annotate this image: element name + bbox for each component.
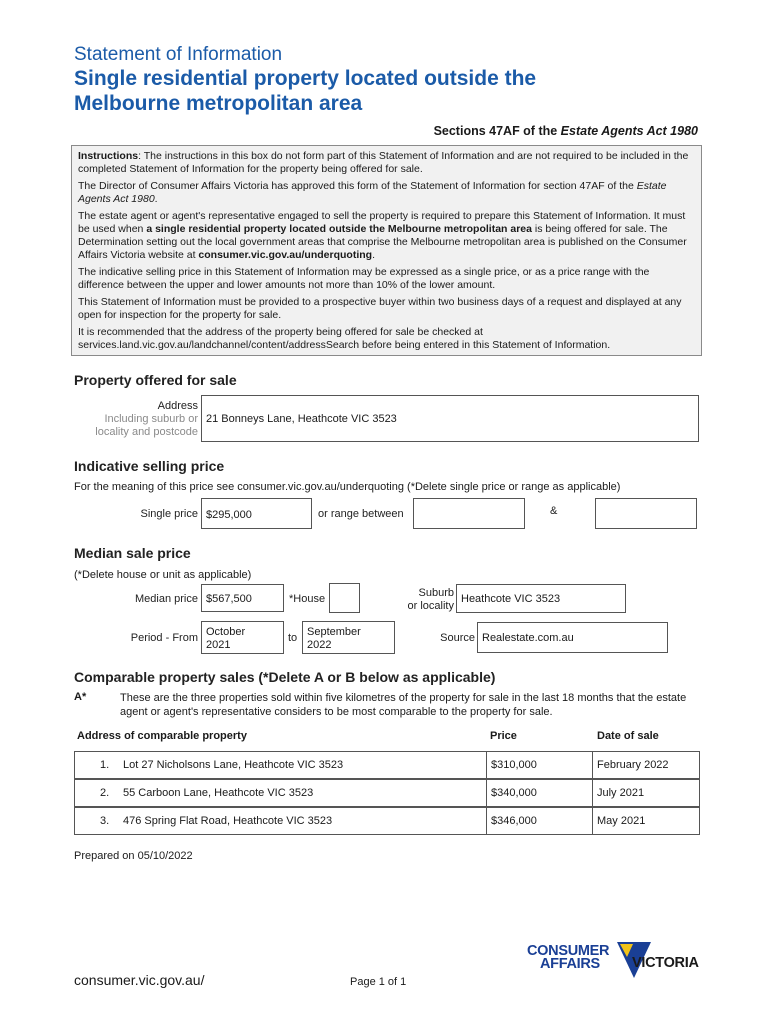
row-address[interactable]: Lot 27 Nicholsons Lane, Heathcote VIC 3523: [123, 759, 344, 771]
row-divider: [592, 752, 593, 778]
sections-prefix: Sections 47AF of the: [433, 124, 561, 138]
address-value: 21 Bonneys Lane, Heathcote VIC 3523: [206, 413, 397, 425]
title-line-2: Melbourne metropolitan area: [74, 92, 363, 115]
range-high-field[interactable]: [595, 498, 697, 529]
instructions-p3-a: The estate agent or agent's representative engaged to sell the property is required to prepare this Statement of Information. It must be used when: [78, 210, 686, 235]
comparable-marker: A*: [74, 691, 87, 703]
single-price-label: Single price: [140, 508, 198, 520]
instructions-p2: [78, 180, 695, 206]
footer-url[interactable]: consumer.vic.gov.au/: [74, 972, 205, 988]
instructions-p3-bold: a single residential property located outside the Melbourne metropolitan area: [146, 223, 532, 235]
page-number: Page 1 of 1: [350, 976, 407, 988]
col-header-price: Price: [490, 730, 517, 742]
instructions-p2-act: Estate Agents Act 1980: [78, 180, 667, 205]
logo-text-victoria: VICTORIA: [632, 955, 699, 971]
period-to-value: [307, 626, 361, 652]
row-number: 3.: [100, 815, 110, 827]
instructions-box: [71, 145, 702, 356]
median-price-value: $567,500: [206, 593, 252, 605]
row-divider: [486, 752, 487, 778]
source-label: Source: [440, 632, 475, 644]
logo-text-consumer: CONSUMER: [527, 943, 610, 959]
sections-act: Estate Agents Act 1980: [560, 124, 698, 138]
instructions-p2-end: .: [154, 193, 158, 205]
house-label: *House: [289, 593, 326, 605]
property-heading: Property offered for sale: [74, 372, 237, 388]
period-from-month: October: [206, 626, 246, 638]
row-divider: [592, 808, 593, 834]
form-kicker: Statement of Information: [74, 44, 283, 65]
suburb-field[interactable]: [456, 584, 626, 613]
period-to-label: to: [288, 632, 298, 644]
period-from-label: Period - From: [130, 632, 198, 644]
table-row: [74, 807, 700, 835]
row-date[interactable]: July 2021: [597, 787, 645, 799]
indicative-heading: Indicative selling price: [74, 458, 225, 474]
instructions-p5: This Statement of Information must be provided to a prospective buyer within two business days of a request and displayed at any open for inspection for the property for sale.: [78, 296, 682, 321]
consumer-affairs-logo: [527, 940, 702, 980]
median-price-field[interactable]: [201, 584, 284, 612]
instructions-p1: [78, 150, 695, 176]
suburb-value: Heathcote VIC 3523: [461, 593, 561, 605]
period-from-value: [206, 626, 245, 652]
suburb-label-line2: or locality: [407, 600, 454, 612]
period-to-year: 2022: [307, 639, 332, 651]
period-to-month: September: [307, 626, 361, 638]
prepared-date: Prepared on 05/10/2022: [74, 850, 193, 862]
row-divider: [486, 808, 487, 834]
row-divider: [486, 780, 487, 806]
table-row: [74, 751, 700, 779]
row-price[interactable]: $346,000: [491, 815, 537, 827]
period-from-year: 2021: [206, 639, 231, 651]
source-field[interactable]: [477, 622, 668, 653]
instructions-label: Instructions: [78, 150, 139, 162]
row-number: 2.: [100, 787, 110, 799]
median-note: (*Delete house or unit as applicable): [74, 569, 252, 581]
single-price-field[interactable]: [201, 498, 312, 529]
col-header-date: Date of sale: [597, 730, 659, 742]
median-price-label: Median price: [135, 593, 198, 605]
underquoting-link[interactable]: consumer.vic.gov.au/underquoting: [198, 249, 373, 261]
comparable-description: These are the three properties sold within five kilometres of the property for sale in the last 18 months that the estate agent or agent's representative considers to be most comparable to the property for sale.: [120, 692, 687, 718]
median-heading: Median sale price: [74, 545, 191, 561]
row-price[interactable]: $340,000: [491, 787, 537, 799]
instructions-p2-text: The Director of Consumer Affairs Victoria has approved this form of the Statement of Information for section 47AF of the: [78, 180, 637, 192]
house-unit-field[interactable]: [329, 583, 360, 613]
address-label-main: Address: [157, 400, 198, 412]
instructions-p3: [78, 210, 695, 262]
row-number: 1.: [100, 759, 110, 771]
indicative-note: For the meaning of this price see consumer.vic.gov.au/underquoting (*Delete single price or range as applicable): [74, 481, 621, 493]
row-address[interactable]: 476 Spring Flat Road, Heathcote VIC 3523: [123, 815, 333, 827]
range-low-field[interactable]: [413, 498, 525, 529]
instructions-p4: The indicative selling price in this Statement of Information may be expressed as a single price, or as a price range with the difference between the upper and lower amounts not more than 10% of the lower amount.: [78, 266, 650, 291]
row-price[interactable]: $310,000: [491, 759, 537, 771]
comparable-heading: Comparable property sales (*Delete A or B below as applicable): [74, 669, 496, 685]
table-row: [74, 779, 700, 807]
instructions-p3-b: is being offered for sale. The Determination setting out the local government areas that comprise the Melbourne metropolitan area is published on the Consumer Affairs Victoria website at: [78, 223, 687, 261]
period-from-field[interactable]: [201, 621, 284, 654]
range-ampersand: &: [550, 505, 558, 517]
suburb-label: [408, 587, 454, 613]
single-price-value: $295,000: [206, 509, 252, 521]
col-header-address: Address of comparable property: [77, 730, 247, 742]
address-label-sub1: Including suburb or: [104, 413, 198, 425]
address-label: [95, 400, 198, 439]
row-date[interactable]: May 2021: [597, 815, 646, 827]
title-line-1: Single residential property located outside the: [74, 67, 537, 90]
instructions-p1-text: : The instructions in this box do not form part of this Statement of Information and are not required to be included in the completed Statement of Information for the property being offered for sale.: [78, 150, 689, 175]
sections-reference: [434, 124, 698, 138]
range-label: or range between: [318, 508, 404, 520]
row-address[interactable]: 55 Carboon Lane, Heathcote VIC 3523: [123, 787, 314, 799]
instructions-p3-end: .: [372, 249, 376, 261]
address-label-sub2: locality and postcode: [95, 426, 198, 438]
source-value: Realestate.com.au: [482, 632, 574, 644]
address-field[interactable]: [201, 395, 699, 442]
page-title: [74, 66, 536, 116]
row-divider: [592, 780, 593, 806]
suburb-label-line1: Suburb: [418, 587, 454, 599]
instructions-p6: It is recommended that the address of the property being offered for sale be checked at services.land.vic.gov.au/landchannel/content/addressSearch before being entered in this Statement of Information.: [78, 326, 611, 351]
logo-text-affairs: AFFAIRS: [540, 956, 600, 972]
period-to-field[interactable]: [302, 621, 395, 654]
row-date[interactable]: February 2022: [597, 759, 669, 771]
